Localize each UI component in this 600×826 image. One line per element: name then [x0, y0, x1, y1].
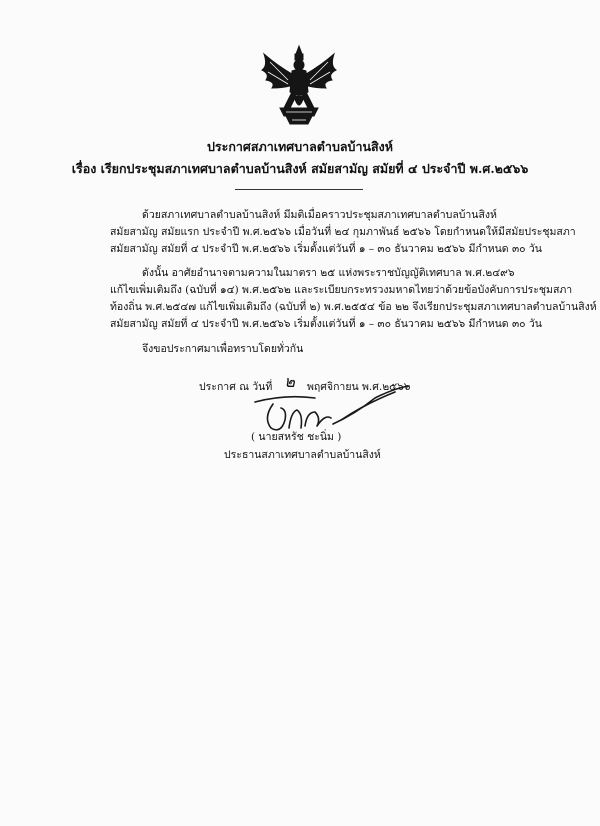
- signer-name: ( นายสหรัช ชะนิ่ม ): [251, 431, 342, 443]
- date-prefix: ประกาศ ณ วันที่: [199, 381, 273, 393]
- paragraph-2-line: ดังนั้น อาศัยอำนาจตามความในมาตรา ๒๕ แห่งพระราชบัญญัติเทศบาล พ.ศ.๒๔๙๖: [142, 267, 515, 279]
- paragraph-1-line: ด้วยสภาเทศบาลตำบลบ้านสิงห์ มีมติเมื่อคราวประชุมสภาเทศบาลตำบลบ้านสิงห์: [142, 209, 497, 221]
- paragraph-2-line: สมัยสามัญ สมัยที่ ๔ ประจำปี พ.ศ.๒๕๖๖ เริ่มตั้งแต่วันที่ ๑ – ๓๐ ธันวาคม ๒๕๖๖ มีกำหนด ๓๐ วัน: [110, 318, 542, 330]
- signer-position: ประธานสภาเทศบาลตำบลบ้านสิงห์: [224, 449, 381, 461]
- paragraph-2-line: ท้องถิ่น พ.ศ.๒๕๔๗ แก้ไขเพิ่มเติมถึง (ฉบับที่ ๒) พ.ศ.๒๕๕๔ ข้อ ๒๒ จึงเรียกประชุมสภาเทศบาลตำบลบ้านสิงห์: [110, 301, 597, 313]
- paragraph-1: [110, 207, 576, 258]
- paragraph-2: [110, 265, 597, 333]
- closing-text: จึงขอประกาศมาเพื่อทราบโดยทั่วกัน: [142, 343, 304, 355]
- document-subject: เรื่อง เรียกประชุมสภาเทศบาลตำบลบ้านสิงห์ สมัยสามัญ สมัยที่ ๔ ประจำปี พ.ศ.๒๕๖๖: [71, 161, 529, 176]
- closing-paragraph: [110, 341, 550, 358]
- title-divider: [235, 189, 363, 190]
- paragraph-1-line: สมัยสามัญ สมัยที่ ๔ ประจำปี พ.ศ.๒๕๖๖ เริ่มตั้งแต่วันที่ ๑ – ๓๐ ธันวาคม ๒๕๖๖ มีกำหนด ๓๐ วัน: [110, 243, 542, 255]
- handwritten-day: ๒: [284, 372, 295, 391]
- paragraph-1-line: สมัยสามัญ สมัยแรก ประจำปี พ.ศ.๒๕๖๖ เมื่อวันที่ ๒๔ กุมภาพันธ์ ๒๕๖๖ โดยกำหนดให้มีสมัยประชุมสภา: [110, 226, 576, 238]
- paragraph-2-line: แก้ไขเพิ่มเติมถึง (ฉบับที่ ๑๔) พ.ศ.๒๕๖๒ และระเบียบกระทรวงมหาดไทยว่าด้วยข้อบังคับการประชุมสภา: [110, 284, 573, 296]
- date-suffix: พฤศจิกายน พ.ศ.๒๕๖๖: [306, 381, 411, 393]
- document-title: ประกาศสภาเทศบาลตำบลบ้านสิงห์: [206, 139, 394, 154]
- garuda-emblem-icon: [256, 44, 342, 126]
